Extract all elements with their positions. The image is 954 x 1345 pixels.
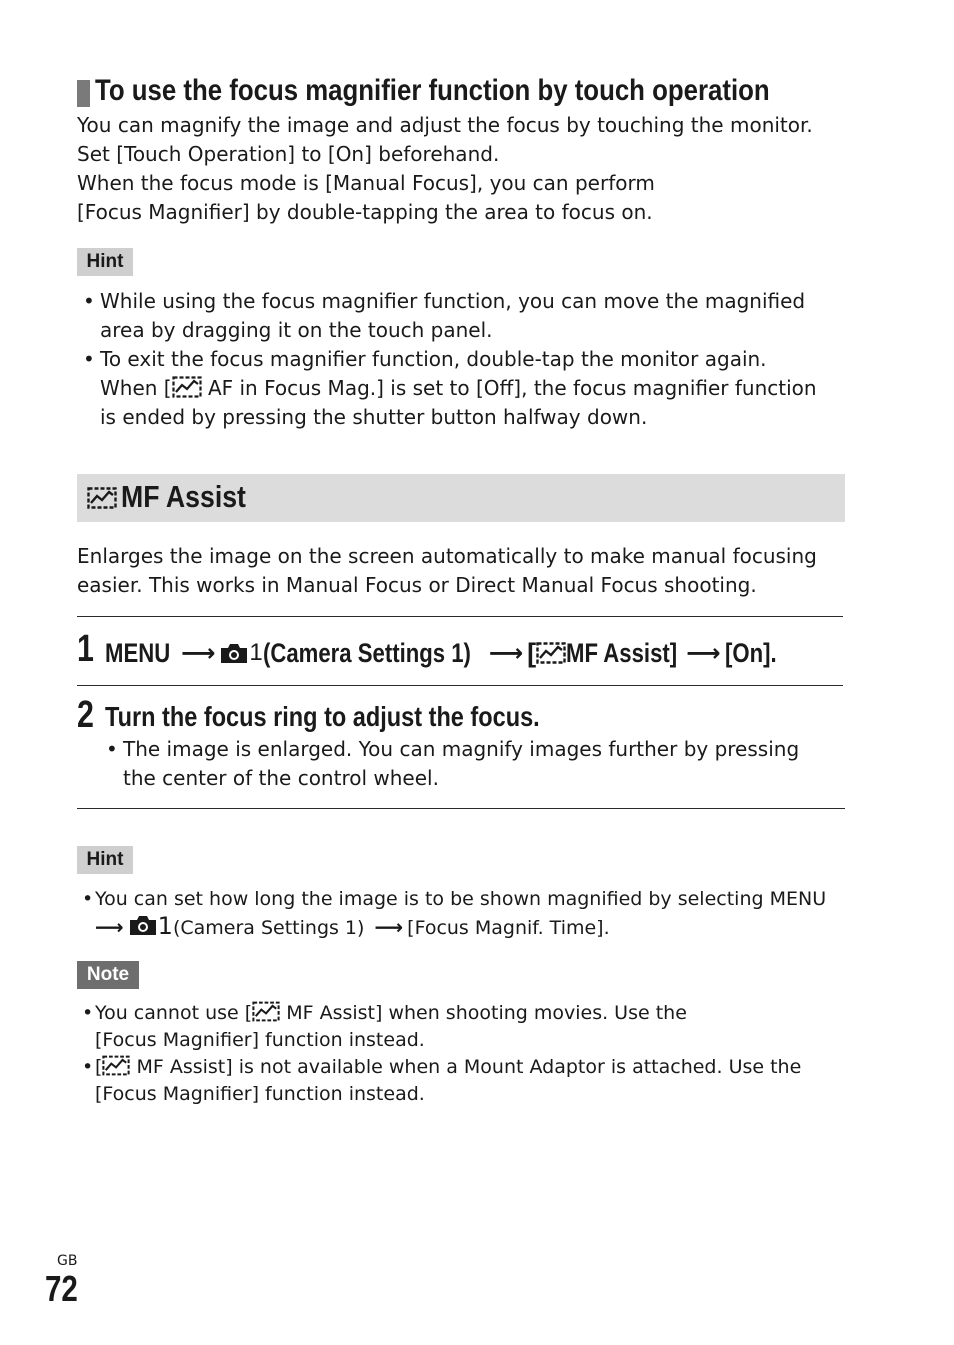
heading-marker	[77, 80, 90, 107]
paragraph-line: [Focus Magnifier] by double-tapping the area to focus on.	[77, 200, 653, 224]
list-item	[77, 345, 817, 432]
mf-assist-icon	[172, 376, 202, 398]
mf-assist-title: MF Assist	[121, 479, 246, 514]
on-setting: [On].	[724, 637, 777, 668]
hint-label: Hint	[77, 846, 133, 874]
hint-text: is ended by pressing the shutter button halfway down.	[100, 405, 648, 429]
note-text: MF Assist] when shooting movies. Use the	[280, 1002, 687, 1024]
step1-instruction	[105, 634, 788, 672]
hint-text: (Camera Settings 1)	[172, 917, 365, 939]
page-number: 72	[45, 1268, 78, 1309]
hint-text: To exit the focus magnifier function, double-tap the monitor again.	[100, 347, 767, 371]
note-text: MF Assist] is not available when a Mount Adaptor is attached. Use the	[130, 1056, 802, 1078]
list-item	[100, 735, 799, 793]
step2-list	[100, 735, 799, 793]
note-text: [	[95, 1056, 103, 1078]
divider	[77, 685, 843, 686]
hint-list	[77, 287, 817, 432]
paragraph-line: Enlarges the image on the screen automatically to make manual focusing	[77, 544, 817, 568]
bracket-open: [	[527, 637, 537, 668]
right-arrow-icon: ⟶	[181, 639, 216, 667]
list-item	[77, 287, 817, 345]
camera-settings-label: (Camera Settings 1)	[262, 637, 471, 668]
note-list	[77, 1000, 801, 1108]
section-heading-touch: To use the focus magnifier function by touch operation	[95, 74, 770, 107]
hint-list	[77, 886, 826, 942]
paragraph-line: easier. This works in Manual Focus or Direct Manual Focus shooting.	[77, 573, 757, 597]
divider	[77, 616, 843, 617]
right-arrow-icon: ⟶	[488, 639, 524, 667]
list-item	[77, 1000, 801, 1054]
note-text: [Focus Magnifier] function instead.	[95, 1083, 425, 1105]
step-number: 1	[77, 628, 94, 670]
note-label: Note	[77, 961, 139, 989]
mf-assist-icon	[252, 1001, 280, 1022]
right-arrow-icon: ⟶	[374, 915, 404, 939]
touch-paragraph	[77, 111, 857, 227]
right-arrow-icon: ⟶	[686, 639, 721, 667]
hint-text: You can set how long the image is to be shown magnified by selecting MENU	[95, 888, 827, 910]
mf-assist-icon	[102, 1055, 130, 1076]
camera-icon	[128, 914, 158, 936]
mf-assist-intro	[77, 542, 857, 600]
paragraph-line: You can magnify the image and adjust the focus by touching the monitor.	[77, 113, 813, 137]
menu-label: MENU	[105, 637, 171, 668]
camera-settings-number: 1	[157, 912, 173, 940]
hint-text: When [	[100, 376, 172, 400]
language-code: GB	[57, 1253, 78, 1269]
paragraph-line: When the focus mode is [Manual Focus], you can perform	[77, 171, 655, 195]
step-text: the center of the control wheel.	[123, 766, 439, 790]
hint-text: AF in Focus Mag.] is set to [Off], the focus magnifier function	[201, 376, 817, 400]
step-text: The image is enlarged. You can magnify images further by pressing	[123, 737, 800, 761]
list-item	[77, 1054, 801, 1108]
note-text: You cannot use [	[95, 1002, 253, 1024]
step-number: 2	[77, 694, 94, 736]
note-text: [Focus Magnifier] function instead.	[95, 1029, 425, 1051]
mf-assist-setting: MF Assist]	[566, 637, 678, 668]
hint-text: [Focus Magnif. Time].	[407, 917, 610, 939]
mf-assist-icon	[87, 487, 117, 509]
mf-assist-icon	[536, 642, 566, 664]
hint-text: While using the focus magnifier function, you can move the magnified	[100, 289, 806, 313]
step2-instruction: Turn the focus ring to adjust the focus.	[105, 701, 540, 732]
hint-label: Hint	[77, 248, 133, 276]
divider	[77, 808, 845, 809]
list-item	[77, 886, 826, 942]
right-arrow-icon: ⟶	[95, 915, 124, 939]
camera-icon	[219, 642, 249, 664]
paragraph-line: Set [Touch Operation] to [On] beforehand.	[77, 142, 500, 166]
camera-settings-number: 1	[249, 639, 263, 666]
hint-text: area by dragging it on the touch panel.	[100, 318, 493, 342]
